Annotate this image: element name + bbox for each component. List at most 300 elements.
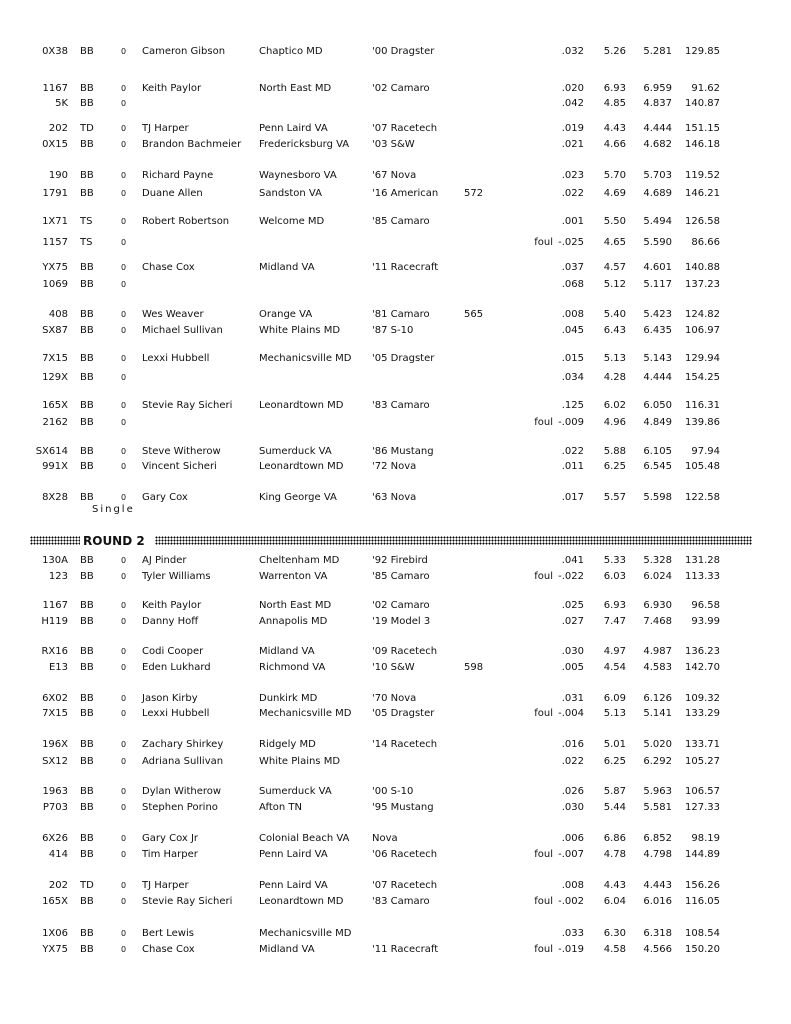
reaction-time: .025 [561, 600, 584, 611]
reaction-time: .023 [561, 170, 584, 181]
driver-name: Keith Paylor [142, 600, 202, 611]
lane-marker: 0 [121, 238, 127, 247]
elapsed-time: 4.682 [643, 139, 672, 150]
vehicle: '81 Camaro [372, 309, 430, 320]
driver-name: Wes Weaver [142, 309, 204, 320]
reaction-time: .022 [561, 446, 584, 457]
lane-marker: 0 [121, 850, 127, 859]
class-code: TD [80, 123, 94, 134]
speed-mph: 129.94 [685, 353, 720, 364]
class-code: BB [80, 944, 94, 955]
lane-marker: 0 [121, 263, 127, 272]
car-number: 0X38 [42, 46, 68, 57]
sixty-foot-time: 6.25 [603, 461, 626, 472]
sixty-foot-time: 6.93 [603, 600, 626, 611]
sixty-foot-time: 6.86 [603, 833, 626, 844]
speed-mph: 131.28 [685, 555, 720, 566]
lane-marker: 0 [121, 897, 127, 906]
elapsed-time: 4.583 [643, 662, 672, 673]
hometown: Mechanicsville MD [259, 353, 352, 364]
elapsed-time: 4.849 [643, 417, 672, 428]
round2-result-row [0, 800, 791, 815]
sixty-foot-time: 5.57 [603, 492, 626, 503]
car-number: 8X28 [42, 492, 68, 503]
round1-result-row [0, 370, 791, 385]
elapsed-time: 5.328 [643, 555, 672, 566]
speed-mph: 129.85 [685, 46, 720, 57]
speed-mph: 124.82 [685, 309, 720, 320]
round1-result-row [0, 214, 791, 229]
round2-result-row [0, 553, 791, 568]
class-code: BB [80, 802, 94, 813]
class-code: BB [80, 693, 94, 704]
car-number: H119 [41, 616, 68, 627]
car-number: 196X [42, 739, 68, 750]
vehicle: '00 S-10 [372, 786, 414, 797]
lane-marker: 0 [121, 373, 127, 382]
lane-marker: 0 [121, 354, 127, 363]
class-code: BB [80, 139, 94, 150]
elapsed-time: 6.050 [643, 400, 672, 411]
reaction-time: .016 [561, 739, 584, 750]
class-code: TS [80, 216, 93, 227]
sixty-foot-time: 4.85 [603, 98, 626, 109]
class-code: BB [80, 555, 94, 566]
lane-marker: 0 [121, 171, 127, 180]
vehicle: '85 Camaro [372, 216, 430, 227]
hometown: Midland VA [259, 262, 315, 273]
dial-in: 565 [464, 309, 484, 320]
elapsed-time: 5.141 [643, 708, 672, 719]
speed-mph: 119.52 [685, 170, 720, 181]
driver-name: Tyler Williams [142, 571, 211, 582]
lane-marker: 0 [121, 663, 127, 672]
reaction-time: .017 [561, 492, 584, 503]
hometown: Leonardtown MD [259, 896, 344, 907]
hometown: North East MD [259, 600, 332, 611]
car-number: 123 [48, 571, 68, 582]
round2-result-row [0, 614, 791, 629]
round1-result-row [0, 490, 791, 505]
round1-result-row [0, 307, 791, 322]
class-code: BB [80, 98, 94, 109]
sixty-foot-time: 4.43 [603, 880, 626, 891]
class-code: BB [80, 353, 94, 364]
lane-marker: 0 [121, 709, 127, 718]
driver-name: Keith Paylor [142, 83, 202, 94]
lane-marker: 0 [121, 217, 127, 226]
round1-result-row [0, 444, 791, 459]
car-number: 165X [42, 400, 68, 411]
driver-name: Codi Cooper [142, 646, 204, 657]
speed-mph: 86.66 [691, 237, 720, 248]
vehicle: '85 Camaro [372, 571, 430, 582]
elapsed-time: 4.689 [643, 188, 672, 199]
elapsed-time: 6.959 [643, 83, 672, 94]
reaction-time: -.004 [558, 708, 584, 719]
round2-result-row [0, 847, 791, 862]
car-number: SX87 [42, 325, 68, 336]
sixty-foot-time: 6.30 [603, 928, 626, 939]
lane-marker: 0 [121, 401, 127, 410]
sixty-foot-time: 5.88 [603, 446, 626, 457]
round2-result-row [0, 878, 791, 893]
elapsed-time: 5.703 [643, 170, 672, 181]
driver-name: AJ Pinder [142, 555, 187, 566]
speed-mph: 139.86 [685, 417, 720, 428]
car-number: RX16 [41, 646, 68, 657]
elapsed-time: 5.581 [643, 802, 672, 813]
reaction-time: .037 [561, 262, 584, 273]
elapsed-time: 4.444 [643, 123, 672, 134]
car-number: SX614 [35, 446, 68, 457]
driver-name: Steve Witherow [142, 446, 221, 457]
hometown: Leonardtown MD [259, 400, 344, 411]
vehicle: '83 Camaro [372, 896, 430, 907]
speed-mph: 133.29 [685, 708, 720, 719]
round1-result-row [0, 235, 791, 250]
car-number: 5K [55, 98, 68, 109]
speed-mph: 126.58 [685, 216, 720, 227]
round1-result-row [0, 351, 791, 366]
vehicle: '09 Racetech [372, 646, 438, 657]
driver-name: Tim Harper [142, 849, 198, 860]
reaction-time: .011 [561, 461, 584, 472]
hometown: Orange VA [259, 309, 313, 320]
round2-result-row [0, 598, 791, 613]
driver-name: Adriana Sullivan [142, 756, 224, 767]
reaction-time: .015 [561, 353, 584, 364]
speed-mph: 144.89 [685, 849, 720, 860]
driver-name: Richard Payne [142, 170, 214, 181]
round1-result-row [0, 121, 791, 136]
sixty-foot-time: 6.25 [603, 756, 626, 767]
driver-name: Gary Cox [142, 492, 188, 503]
sixty-foot-time: 5.12 [603, 279, 626, 290]
driver-name: Chase Cox [142, 262, 195, 273]
round2-result-row [0, 691, 791, 706]
driver-name: Vincent Sicheri [142, 461, 217, 472]
speed-mph: 113.33 [685, 571, 720, 582]
foul-flag: foul [534, 237, 553, 248]
lane-marker: 0 [121, 881, 127, 890]
driver-name: Cameron Gibson [142, 46, 226, 57]
elapsed-time: 5.281 [643, 46, 672, 57]
sixty-foot-time: 6.03 [603, 571, 626, 582]
class-code: BB [80, 325, 94, 336]
speed-mph: 116.31 [685, 400, 720, 411]
hometown: White Plains MD [259, 325, 341, 336]
foul-flag: foul [534, 571, 553, 582]
hometown: Afton TN [259, 802, 302, 813]
driver-name: Stephen Porino [142, 802, 218, 813]
elapsed-time: 5.020 [643, 739, 672, 750]
sixty-foot-time: 5.13 [603, 708, 626, 719]
vehicle: '70 Nova [372, 693, 417, 704]
elapsed-time: 4.601 [643, 262, 672, 273]
lane-marker: 0 [121, 140, 127, 149]
vehicle: '02 Camaro [372, 600, 430, 611]
driver-name: Gary Cox Jr [142, 833, 199, 844]
vehicle: '05 Dragster [372, 353, 435, 364]
class-code: BB [80, 849, 94, 860]
speed-mph: 142.70 [685, 662, 720, 673]
reaction-time: .031 [561, 693, 584, 704]
hometown: Midland VA [259, 646, 315, 657]
driver-name: Zachary Shirkey [142, 739, 224, 750]
foul-flag: foul [534, 896, 553, 907]
sixty-foot-time: 5.01 [603, 739, 626, 750]
sixty-foot-time: 5.50 [603, 216, 626, 227]
car-number: 6X02 [42, 693, 68, 704]
vehicle: '02 Camaro [372, 83, 430, 94]
car-number: 1X71 [42, 216, 68, 227]
class-code: BB [80, 896, 94, 907]
reaction-time: -.022 [558, 571, 584, 582]
lane-marker: 0 [121, 99, 127, 108]
round1-result-row [0, 44, 791, 59]
vehicle: '83 Camaro [372, 400, 430, 411]
hometown: White Plains MD [259, 756, 341, 767]
elapsed-time: 4.443 [643, 880, 672, 891]
speed-mph: 140.88 [685, 262, 720, 273]
reaction-time: .005 [561, 662, 584, 673]
speed-mph: 106.57 [685, 786, 720, 797]
round2-result-row [0, 894, 791, 909]
speed-mph: 91.62 [691, 83, 720, 94]
car-number: 414 [48, 849, 68, 860]
reaction-time: .001 [561, 216, 584, 227]
speed-mph: 116.05 [685, 896, 720, 907]
class-code: BB [80, 400, 94, 411]
speed-mph: 146.18 [685, 139, 720, 150]
elapsed-time: 4.987 [643, 646, 672, 657]
sixty-foot-time: 6.02 [603, 400, 626, 411]
vehicle: Nova [372, 833, 398, 844]
dial-in: 598 [464, 662, 484, 673]
reaction-time: .022 [561, 756, 584, 767]
speed-mph: 98.19 [691, 833, 720, 844]
reaction-time: .125 [561, 400, 584, 411]
sixty-foot-time: 6.09 [603, 693, 626, 704]
hometown: Penn Laird VA [259, 849, 328, 860]
reaction-time: .020 [561, 83, 584, 94]
lane-marker: 0 [121, 617, 127, 626]
vehicle: '07 Racetech [372, 123, 438, 134]
car-number: 1791 [42, 188, 68, 199]
class-code: TD [80, 880, 94, 891]
reaction-time: .041 [561, 555, 584, 566]
vehicle: '00 Dragster [372, 46, 435, 57]
elapsed-time: 5.494 [643, 216, 672, 227]
car-number: 0X15 [42, 139, 68, 150]
vehicle: '19 Model 3 [372, 616, 431, 627]
foul-flag: foul [534, 849, 553, 860]
round2-result-row [0, 706, 791, 721]
round-2-label: ROUND 2 [83, 534, 145, 548]
sixty-foot-time: 4.65 [603, 237, 626, 248]
vehicle: '14 Racetech [372, 739, 438, 750]
driver-name: Duane Allen [142, 188, 203, 199]
speed-mph: 96.58 [691, 600, 720, 611]
hometown: Colonial Beach VA [259, 833, 350, 844]
lane-marker: 0 [121, 803, 127, 812]
reaction-time: .027 [561, 616, 584, 627]
lane-marker: 0 [121, 757, 127, 766]
class-code: BB [80, 262, 94, 273]
elapsed-time: 5.423 [643, 309, 672, 320]
reaction-time: .034 [561, 372, 584, 383]
speed-mph: 97.94 [691, 446, 720, 457]
speed-mph: 154.25 [685, 372, 720, 383]
speed-mph: 93.99 [691, 616, 720, 627]
car-number: 202 [48, 123, 68, 134]
lane-marker: 0 [121, 601, 127, 610]
hometown: Leonardtown MD [259, 461, 344, 472]
dotted-rule-right [155, 536, 752, 545]
car-number: 991X [42, 461, 68, 472]
vehicle: '05 Dragster [372, 708, 435, 719]
round1-result-row [0, 81, 791, 96]
driver-name: Stevie Ray Sicheri [142, 400, 233, 411]
sixty-foot-time: 5.70 [603, 170, 626, 181]
round1-result-row [0, 459, 791, 474]
car-number: YX75 [42, 262, 68, 273]
class-code: BB [80, 756, 94, 767]
car-number: SX12 [42, 756, 68, 767]
hometown: Sumerduck VA [259, 786, 332, 797]
vehicle: '72 Nova [372, 461, 417, 472]
reaction-time: .021 [561, 139, 584, 150]
car-number: 1963 [42, 786, 68, 797]
speed-mph: 106.97 [685, 325, 720, 336]
driver-name: Michael Sullivan [142, 325, 223, 336]
hometown: Waynesboro VA [259, 170, 337, 181]
class-code: BB [80, 600, 94, 611]
hometown: Welcome MD [259, 216, 325, 227]
round1-result-row [0, 260, 791, 275]
car-number: 1167 [42, 600, 68, 611]
round1-result-row [0, 415, 791, 430]
foul-flag: foul [534, 417, 553, 428]
class-code: BB [80, 461, 94, 472]
lane-marker: 0 [121, 647, 127, 656]
hometown: Mechanicsville MD [259, 928, 352, 939]
lane-marker: 0 [121, 694, 127, 703]
car-number: 130A [42, 555, 68, 566]
vehicle: '95 Mustang [372, 802, 434, 813]
vehicle: '87 S-10 [372, 325, 414, 336]
elapsed-time: 6.024 [643, 571, 672, 582]
sixty-foot-time: 5.87 [603, 786, 626, 797]
car-number: 1069 [42, 279, 68, 290]
hometown: Penn Laird VA [259, 880, 328, 891]
lane-marker: 0 [121, 556, 127, 565]
elapsed-time: 4.798 [643, 849, 672, 860]
hometown: North East MD [259, 83, 332, 94]
speed-mph: 151.15 [685, 123, 720, 134]
sixty-foot-time: 5.44 [603, 802, 626, 813]
elapsed-time: 6.105 [643, 446, 672, 457]
round1-result-row [0, 96, 791, 111]
sixty-foot-time: 4.96 [603, 417, 626, 428]
vehicle: '07 Racetech [372, 880, 438, 891]
driver-name: Lexxi Hubbell [142, 353, 210, 364]
vehicle: '92 Firebird [372, 555, 428, 566]
lane-marker: 0 [121, 47, 127, 56]
class-code: BB [80, 928, 94, 939]
lane-marker: 0 [121, 787, 127, 796]
sixty-foot-time: 5.40 [603, 309, 626, 320]
lane-marker: 0 [121, 280, 127, 289]
hometown: Mechanicsville MD [259, 708, 352, 719]
lane-marker: 0 [121, 189, 127, 198]
reaction-time: .026 [561, 786, 584, 797]
elapsed-time: 5.963 [643, 786, 672, 797]
speed-mph: 105.27 [685, 756, 720, 767]
elapsed-time: 6.016 [643, 896, 672, 907]
sixty-foot-time: 6.43 [603, 325, 626, 336]
round2-result-row [0, 737, 791, 752]
reaction-time: .042 [561, 98, 584, 109]
round2-result-row [0, 926, 791, 941]
class-code: BB [80, 662, 94, 673]
lane-marker: 0 [121, 124, 127, 133]
dotted-rule-left [30, 536, 80, 545]
car-number: 1167 [42, 83, 68, 94]
reaction-time: .030 [561, 802, 584, 813]
hometown: Warrenton VA [259, 571, 328, 582]
sixty-foot-time: 6.93 [603, 83, 626, 94]
round2-result-row [0, 942, 791, 957]
driver-name: Bert Lewis [142, 928, 194, 939]
lane-marker: 0 [121, 326, 127, 335]
car-number: YX75 [42, 944, 68, 955]
reaction-time: -.019 [558, 944, 584, 955]
hometown: Dunkirk MD [259, 693, 318, 704]
speed-mph: 127.33 [685, 802, 720, 813]
class-code: BB [80, 372, 94, 383]
class-code: BB [80, 646, 94, 657]
lane-marker: 0 [121, 945, 127, 954]
class-code: BB [80, 571, 94, 582]
elapsed-time: 4.837 [643, 98, 672, 109]
reaction-time: -.002 [558, 896, 584, 907]
car-number: 190 [48, 170, 68, 181]
class-code: BB [80, 83, 94, 94]
car-number: 7X15 [42, 708, 68, 719]
car-number: E13 [48, 662, 68, 673]
reaction-time: .019 [561, 123, 584, 134]
reaction-time: .033 [561, 928, 584, 939]
round2-result-row [0, 831, 791, 846]
round1-result-row [0, 168, 791, 183]
reaction-time: .030 [561, 646, 584, 657]
sixty-foot-time: 4.28 [603, 372, 626, 383]
sixty-foot-time: 4.69 [603, 188, 626, 199]
round1-result-row [0, 398, 791, 413]
driver-name: Stevie Ray Sicheri [142, 896, 233, 907]
elapsed-time: 5.117 [643, 279, 672, 290]
elapsed-time: 4.444 [643, 372, 672, 383]
elapsed-time: 7.468 [643, 616, 672, 627]
speed-mph: 156.26 [685, 880, 720, 891]
elapsed-time: 6.126 [643, 693, 672, 704]
hometown: King George VA [259, 492, 337, 503]
driver-name: TJ Harper [142, 123, 189, 134]
driver-name: Jason Kirby [142, 693, 198, 704]
reaction-time: .045 [561, 325, 584, 336]
